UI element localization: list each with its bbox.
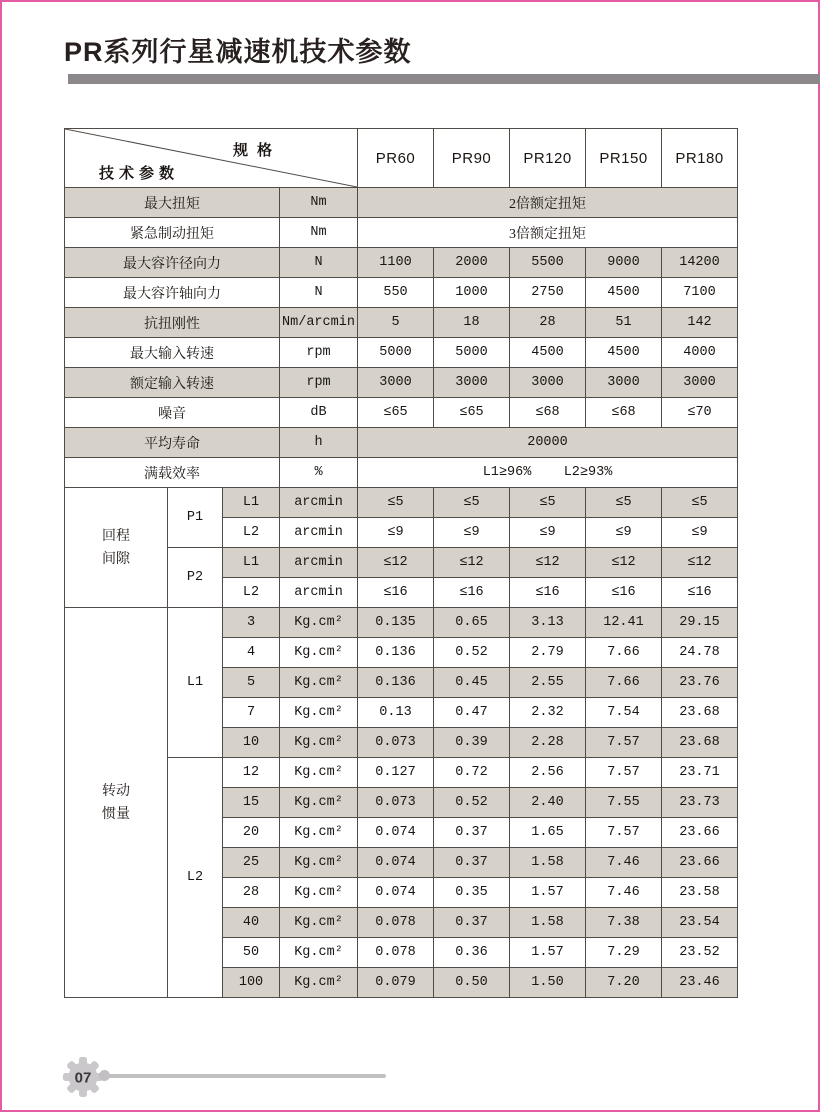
unit-cell: Nm xyxy=(280,188,358,218)
value-cell: 28 xyxy=(510,308,586,338)
ratio-cell: 40 xyxy=(223,908,280,938)
value-cell: 142 xyxy=(662,308,738,338)
unit-cell: dB xyxy=(280,398,358,428)
value-cell: 0.073 xyxy=(358,728,434,758)
inertia-group-line: 惯量 xyxy=(102,806,130,822)
value-cell: 7.55 xyxy=(586,788,662,818)
unit-cell: Kg.cm² xyxy=(280,878,358,908)
value-cell: 23.52 xyxy=(662,938,738,968)
value-cell: 0.65 xyxy=(434,608,510,638)
stage-cell: L1 xyxy=(223,548,280,578)
value-cell: 3.13 xyxy=(510,608,586,638)
value-cell: 0.13 xyxy=(358,698,434,728)
value-cell: 0.078 xyxy=(358,908,434,938)
inertia-stage-cell: L2 xyxy=(168,758,223,998)
ratio-cell: 25 xyxy=(223,848,280,878)
value-cell: 23.58 xyxy=(662,878,738,908)
param-name-cell: 额定输入转速 xyxy=(65,368,280,398)
value-cell: 3000 xyxy=(586,368,662,398)
value-cell: 0.079 xyxy=(358,968,434,998)
value-cell: ≤16 xyxy=(662,578,738,608)
value-cell: 7.20 xyxy=(586,968,662,998)
value-cell: 23.66 xyxy=(662,848,738,878)
value-cell: 23.71 xyxy=(662,758,738,788)
value-cell: 0.45 xyxy=(434,668,510,698)
unit-cell: Kg.cm² xyxy=(280,968,358,998)
value-cell: 7100 xyxy=(662,278,738,308)
value-cell: 0.37 xyxy=(434,908,510,938)
value-cell: 0.074 xyxy=(358,878,434,908)
title-underline-bar xyxy=(68,74,820,84)
unit-cell: N xyxy=(280,248,358,278)
value-cell: ≤5 xyxy=(662,488,738,518)
value-cell: 3000 xyxy=(510,368,586,398)
value-cell: ≤65 xyxy=(434,398,510,428)
value-cell: 51 xyxy=(586,308,662,338)
param-name-cell: 噪音 xyxy=(65,398,280,428)
param-row xyxy=(65,188,738,218)
value-span-cell: 3倍额定扭矩 xyxy=(358,218,738,248)
accuracy-class-cell: P1 xyxy=(168,488,223,548)
value-cell: 4500 xyxy=(510,338,586,368)
ratio-cell: 28 xyxy=(223,878,280,908)
value-cell: 7.57 xyxy=(586,758,662,788)
backlash-group-cell xyxy=(65,488,168,608)
param-row xyxy=(65,398,738,428)
value-cell: 0.136 xyxy=(358,638,434,668)
model-header-cell: PR120 xyxy=(510,129,586,188)
page-title: PR系列行星减速机技术参数 xyxy=(64,37,412,67)
param-row xyxy=(65,458,738,488)
value-cell: 2.55 xyxy=(510,668,586,698)
value-cell: 0.47 xyxy=(434,698,510,728)
value-cell: 3000 xyxy=(434,368,510,398)
value-cell: ≤5 xyxy=(586,488,662,518)
ratio-cell: 50 xyxy=(223,938,280,968)
value-cell: ≤9 xyxy=(358,518,434,548)
unit-cell: Kg.cm² xyxy=(280,848,358,878)
value-cell: 23.73 xyxy=(662,788,738,818)
unit-cell: arcmin xyxy=(280,578,358,608)
spec-table-body xyxy=(65,129,738,998)
value-cell: 7.46 xyxy=(586,848,662,878)
param-name-cell: 满载效率 xyxy=(65,458,280,488)
corner-param-label: 技术参数 xyxy=(99,166,180,182)
model-header-cell: PR180 xyxy=(662,129,738,188)
value-cell: ≤70 xyxy=(662,398,738,428)
value-cell: 1.65 xyxy=(510,818,586,848)
value-cell: 23.54 xyxy=(662,908,738,938)
param-row xyxy=(65,278,738,308)
unit-cell: Nm/arcmin xyxy=(280,308,358,338)
ratio-cell: 4 xyxy=(223,638,280,668)
page-number: 07 xyxy=(74,1069,92,1087)
value-cell: 0.39 xyxy=(434,728,510,758)
unit-cell: Kg.cm² xyxy=(280,818,358,848)
inertia-group-line: 转动 xyxy=(102,783,130,799)
param-name-cell: 最大扭矩 xyxy=(65,188,280,218)
value-cell: 0.37 xyxy=(434,848,510,878)
value-cell: 5000 xyxy=(434,338,510,368)
value-cell: 5 xyxy=(358,308,434,338)
value-cell: 0.52 xyxy=(434,638,510,668)
value-cell: 1.50 xyxy=(510,968,586,998)
unit-cell: h xyxy=(280,428,358,458)
value-cell: 7.38 xyxy=(586,908,662,938)
value-cell: 0.72 xyxy=(434,758,510,788)
unit-cell: Kg.cm² xyxy=(280,608,358,638)
param-name-cell: 最大容许轴向力 xyxy=(65,278,280,308)
value-cell: 0.36 xyxy=(434,938,510,968)
value-cell: ≤68 xyxy=(510,398,586,428)
inertia-stage-cell: L1 xyxy=(168,608,223,758)
stage-cell: L2 xyxy=(223,518,280,548)
value-cell: 2.79 xyxy=(510,638,586,668)
value-cell: 0.37 xyxy=(434,818,510,848)
value-cell: 5000 xyxy=(358,338,434,368)
value-cell: 1.58 xyxy=(510,908,586,938)
value-cell: 23.68 xyxy=(662,698,738,728)
value-cell: 0.135 xyxy=(358,608,434,638)
unit-cell: N xyxy=(280,278,358,308)
param-row xyxy=(65,248,738,278)
value-cell: ≤12 xyxy=(586,548,662,578)
value-cell: 7.57 xyxy=(586,818,662,848)
value-span-cell: 2倍额定扭矩 xyxy=(358,188,738,218)
param-name-cell: 抗扭刚性 xyxy=(65,308,280,338)
value-cell: ≤16 xyxy=(510,578,586,608)
value-cell: 23.68 xyxy=(662,728,738,758)
value-cell: ≤9 xyxy=(586,518,662,548)
inertia-group-cell xyxy=(65,608,168,998)
inertia-row xyxy=(65,608,738,638)
value-cell: ≤16 xyxy=(586,578,662,608)
value-cell: ≤12 xyxy=(358,548,434,578)
value-cell: 3000 xyxy=(662,368,738,398)
accuracy-class-cell: P2 xyxy=(168,548,223,608)
param-name-cell: 最大容许径向力 xyxy=(65,248,280,278)
param-row xyxy=(65,218,738,248)
unit-cell: arcmin xyxy=(280,488,358,518)
param-row xyxy=(65,338,738,368)
value-cell: ≤9 xyxy=(662,518,738,548)
value-cell: ≤5 xyxy=(434,488,510,518)
model-header-row xyxy=(65,129,738,188)
param-name-cell: 紧急制动扭矩 xyxy=(65,218,280,248)
unit-cell: Kg.cm² xyxy=(280,758,358,788)
value-cell: 2750 xyxy=(510,278,586,308)
value-cell: 3000 xyxy=(358,368,434,398)
value-cell: 2000 xyxy=(434,248,510,278)
value-cell: ≤12 xyxy=(434,548,510,578)
stage-cell: L1 xyxy=(223,488,280,518)
value-cell: 4000 xyxy=(662,338,738,368)
value-cell: 18 xyxy=(434,308,510,338)
value-cell: 7.29 xyxy=(586,938,662,968)
backlash-row xyxy=(65,488,738,518)
unit-cell: rpm xyxy=(280,338,358,368)
value-cell: ≤68 xyxy=(586,398,662,428)
value-cell: 1.58 xyxy=(510,848,586,878)
ratio-cell: 100 xyxy=(223,968,280,998)
value-cell: 0.074 xyxy=(358,818,434,848)
unit-cell: Nm xyxy=(280,218,358,248)
unit-cell: % xyxy=(280,458,358,488)
value-cell: 7.57 xyxy=(586,728,662,758)
unit-cell: Kg.cm² xyxy=(280,698,358,728)
value-cell: 23.76 xyxy=(662,668,738,698)
gear-icon xyxy=(62,1056,104,1098)
param-name-cell: 最大输入转速 xyxy=(65,338,280,368)
value-cell: 0.52 xyxy=(434,788,510,818)
value-cell: 0.127 xyxy=(358,758,434,788)
unit-cell: Kg.cm² xyxy=(280,728,358,758)
value-cell: 24.78 xyxy=(662,638,738,668)
value-cell: 1.57 xyxy=(510,938,586,968)
value-cell: 7.46 xyxy=(586,878,662,908)
unit-cell: Kg.cm² xyxy=(280,668,358,698)
ratio-cell: 7 xyxy=(223,698,280,728)
value-cell: 5500 xyxy=(510,248,586,278)
value-cell: ≤9 xyxy=(434,518,510,548)
value-cell: 23.46 xyxy=(662,968,738,998)
value-cell: 0.078 xyxy=(358,938,434,968)
value-cell: 1100 xyxy=(358,248,434,278)
value-cell: 12.41 xyxy=(586,608,662,638)
value-cell: 23.66 xyxy=(662,818,738,848)
value-cell: ≤9 xyxy=(510,518,586,548)
value-cell: 29.15 xyxy=(662,608,738,638)
backlash-group-line: 回程 xyxy=(102,528,130,544)
corner-cell xyxy=(65,129,358,188)
value-cell: 7.54 xyxy=(586,698,662,728)
spec-table xyxy=(64,128,738,998)
value-cell: 550 xyxy=(358,278,434,308)
value-cell: 1000 xyxy=(434,278,510,308)
value-cell: 0.50 xyxy=(434,968,510,998)
ratio-cell: 15 xyxy=(223,788,280,818)
value-span-cell: L1≥96% L2≥93% xyxy=(358,458,738,488)
value-cell: 7.66 xyxy=(586,638,662,668)
param-row xyxy=(65,308,738,338)
value-cell: 1.57 xyxy=(510,878,586,908)
value-span-cell: 20000 xyxy=(358,428,738,458)
param-name-cell: 平均寿命 xyxy=(65,428,280,458)
value-cell: ≤65 xyxy=(358,398,434,428)
value-cell: 0.074 xyxy=(358,848,434,878)
value-cell: ≤12 xyxy=(510,548,586,578)
value-cell: 2.56 xyxy=(510,758,586,788)
ratio-cell: 12 xyxy=(223,758,280,788)
value-cell: ≤16 xyxy=(434,578,510,608)
value-cell: 9000 xyxy=(586,248,662,278)
param-row xyxy=(65,368,738,398)
value-cell: 0.136 xyxy=(358,668,434,698)
unit-cell: Kg.cm² xyxy=(280,938,358,968)
ratio-cell: 20 xyxy=(223,818,280,848)
unit-cell: Kg.cm² xyxy=(280,908,358,938)
ratio-cell: 5 xyxy=(223,668,280,698)
value-cell: 7.66 xyxy=(586,668,662,698)
value-cell: 2.32 xyxy=(510,698,586,728)
value-cell: 0.35 xyxy=(434,878,510,908)
corner-spec-label: 规格 xyxy=(233,143,282,159)
ratio-cell: 10 xyxy=(223,728,280,758)
unit-cell: Kg.cm² xyxy=(280,638,358,668)
value-cell: 0.073 xyxy=(358,788,434,818)
value-cell: 4500 xyxy=(586,338,662,368)
unit-cell: arcmin xyxy=(280,518,358,548)
footer-rule-line xyxy=(106,1074,386,1078)
unit-cell: arcmin xyxy=(280,548,358,578)
model-header-cell: PR90 xyxy=(434,129,510,188)
value-cell: ≤12 xyxy=(662,548,738,578)
value-cell: 14200 xyxy=(662,248,738,278)
value-cell: 2.40 xyxy=(510,788,586,818)
backlash-group-line: 间隙 xyxy=(102,551,130,567)
value-cell: ≤16 xyxy=(358,578,434,608)
stage-cell: L2 xyxy=(223,578,280,608)
value-cell: ≤5 xyxy=(358,488,434,518)
value-cell: ≤5 xyxy=(510,488,586,518)
model-header-cell: PR150 xyxy=(586,129,662,188)
model-header-cell: PR60 xyxy=(358,129,434,188)
unit-cell: Kg.cm² xyxy=(280,788,358,818)
value-cell: 4500 xyxy=(586,278,662,308)
unit-cell: rpm xyxy=(280,368,358,398)
value-cell: 2.28 xyxy=(510,728,586,758)
param-row xyxy=(65,428,738,458)
ratio-cell: 3 xyxy=(223,608,280,638)
